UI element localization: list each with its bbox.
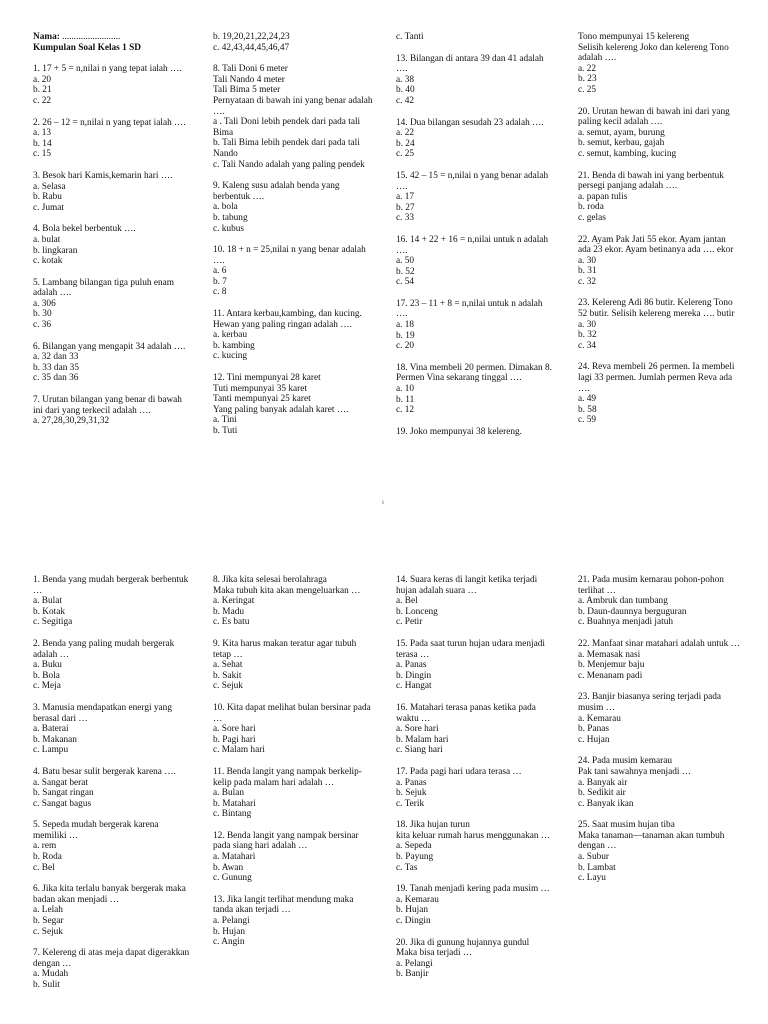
question-item <box>213 64 373 170</box>
worksheet-title: Kumpulan Soal Kelas 1 SD <box>33 42 141 53</box>
worksheet-header <box>33 32 193 53</box>
question-item <box>33 118 193 160</box>
question-stem: 9. Kita harus makan teratur agar tubuh tetap … <box>213 638 357 660</box>
answer-option: a . Tali Doni lebih pendek dari pada tali Bima <box>213 117 361 138</box>
question-stem: 15. 42 – 15 = n,nilai n yang benar adalah …. <box>396 170 549 192</box>
answer-option: a. 6 <box>213 266 227 277</box>
column-4 <box>578 575 740 895</box>
answer-option: b. Madu <box>213 606 244 617</box>
question-item <box>396 118 556 160</box>
answer-option: c. 25 <box>396 149 415 160</box>
question-stem: 17. 23 – 11 + 8 = n,nilai untuk n adalah …. <box>396 298 543 320</box>
question-stem: 20. Jika di gunung hujannya gundul Maka bisa terjadi … <box>396 937 530 959</box>
question-item <box>396 575 556 628</box>
answer-option: a. Lelah <box>33 905 63 916</box>
answer-option: b. 31 <box>578 266 597 277</box>
answer-option: a. Bulat <box>33 596 62 607</box>
question-stem: 8. Jika kita selesai berolahraga Maka tubuh kita akan mengeluarkan … <box>213 575 361 596</box>
answer-option: c. Bel <box>33 862 55 873</box>
answer-option: a. Sore hari <box>396 724 439 735</box>
column-2 <box>213 32 373 448</box>
answer-option: a. Sangat berat <box>33 777 88 788</box>
answer-option: a. Pelangi <box>396 958 433 969</box>
answer-option: c. kucing <box>213 351 248 362</box>
answer-option: c. Meja <box>33 681 61 692</box>
answer-option: a. Mudah <box>33 969 69 980</box>
answer-option: c. Angin <box>213 937 245 948</box>
column-4 <box>578 32 740 437</box>
answer-option: a. rem <box>33 841 57 852</box>
question-item <box>578 32 740 96</box>
answer-option: a. 10 <box>396 384 415 395</box>
question-item <box>396 235 556 288</box>
answer-option: b. Lonceng <box>396 606 438 617</box>
question-stem: 22. Manfaat sinar matahari adalah untuk … <box>578 638 740 649</box>
question-item <box>213 373 373 437</box>
answer-option: a. Ambruk dan tumbang <box>578 596 668 607</box>
answer-option: b. 11 <box>396 394 415 405</box>
answer-option: b. Tuti <box>213 426 238 436</box>
answer-option: a. 27,28,30,29,31,32 <box>33 416 110 427</box>
answer-option: b. Hujan <box>396 905 429 916</box>
question-item <box>578 692 740 745</box>
answer-option: c. Sangat bagus <box>33 798 92 809</box>
answer-option: b. Sakit <box>213 670 242 681</box>
question-stem: 23. Banjir biasanya sering terjadi pada musim … <box>578 692 722 713</box>
question-item <box>396 703 556 756</box>
answer-option: c. 42 <box>396 95 415 106</box>
answer-option: c. Petir <box>396 617 423 628</box>
question-list <box>396 575 556 980</box>
answer-option: a. Baterai <box>33 724 69 735</box>
answer-option: a. 22 <box>396 128 415 139</box>
question-item <box>396 54 556 107</box>
answer-option: a. Tini <box>213 415 237 426</box>
answer-option: b. Dingin <box>396 670 432 681</box>
question-stem: 14. Suara keras di langit ketika terjadi hujan adalah suara … <box>396 575 538 596</box>
answer-option: a. Kemarau <box>578 713 621 724</box>
answer-option: c. 22 <box>33 95 52 106</box>
answer-option: a. 50 <box>396 256 415 267</box>
question-stem: 13. Jika langit terlihat mendung maka tanda akan terjadi … <box>213 894 354 916</box>
answer-option: b. 32 <box>578 330 597 341</box>
question-item <box>396 171 556 224</box>
question-list <box>213 32 373 437</box>
answer-option: c. 32 <box>578 276 597 287</box>
question-item <box>33 278 193 331</box>
answer-option: b. tabung <box>213 212 248 223</box>
question-stem: 21. Benda di bawah ini yang berbentuk persegi panjang adalah …. <box>578 170 724 192</box>
question-stem: Tono mempunyai 15 kelereng Selisih kelereng Joko dan kelereng Tono adalah …. <box>578 32 729 64</box>
answer-option: a. kerbau <box>213 330 248 341</box>
answer-option: c. Gunung <box>213 873 252 884</box>
question-item <box>396 938 556 980</box>
question-stem: 9. Kaleng susu adalah benda yang berbentuk …. <box>213 181 340 202</box>
answer-option: b. Hujan <box>213 926 246 937</box>
question-stem: 5. Lambang bilangan tiga puluh enam adalah …. <box>33 277 174 299</box>
question-stem: 25. Saat musim hujan tiba Maka tanaman—tanaman akan tumbuh dengan … <box>578 820 725 852</box>
question-item <box>578 820 740 884</box>
question-item <box>396 767 556 809</box>
answer-option: b. Banjir <box>396 969 429 980</box>
answer-option: c. 8 <box>213 287 227 298</box>
question-item <box>578 235 740 288</box>
question-stem: 2. 26 – 12 = n,nilai n yang tepat ialah …. <box>33 117 186 128</box>
answer-option: b. Malam hari <box>396 734 449 745</box>
question-stem: 24. Reva membeli 26 permen. Ia membeli lagi 33 permen. Jumlah permen Reva ada …. <box>578 362 735 394</box>
answer-option: a. Keringat <box>213 596 255 607</box>
answer-option: b. lingkaran <box>33 245 78 256</box>
question-item <box>33 948 193 990</box>
question-item <box>213 575 373 628</box>
answer-option: c. gelas <box>578 212 606 223</box>
page-mark: ı <box>382 498 384 506</box>
question-item <box>578 107 740 160</box>
answer-option: c. Hujan <box>578 734 610 745</box>
answer-option: c. 12 <box>396 405 415 416</box>
question-stem: 18. Jika hujan turun kita keluar rumah harus menggunakan … <box>396 820 551 841</box>
answer-option: c. Sejuk <box>33 926 63 937</box>
answer-option: c. 25 <box>578 84 597 95</box>
answer-option: c. Menanam padi <box>578 670 643 681</box>
question-item <box>213 181 373 234</box>
answer-option: a. Selasa <box>33 181 66 192</box>
answer-option: a. 30 <box>578 319 597 330</box>
question-stem: 14. Dua bilangan sesudah 23 adalah …. <box>396 117 544 128</box>
answer-option: b. kambing <box>213 340 255 351</box>
question-item <box>396 363 556 416</box>
question-item <box>33 575 193 628</box>
question-stem: 11. Antara kerbau,kambing, dan kucing. Hewan yang paling ringan adalah …. <box>213 309 362 330</box>
answer-option: a. Buku <box>33 660 62 671</box>
answer-option: b. Awan <box>213 862 244 873</box>
question-stem: 22. Ayam Pak Jati 55 ekor. Ayam jantan ada 23 ekor. Ayam betinanya ada …. ekor <box>578 234 734 256</box>
name-line <box>33 32 193 43</box>
question-stem: 10. 18 + n = 25,nilai n yang benar adalah …. <box>213 245 366 266</box>
answer-option: b. 30 <box>33 309 52 320</box>
answer-option: a. 22 <box>578 63 597 74</box>
question-item <box>213 32 373 53</box>
answer-option: b. Bola <box>33 670 60 681</box>
answer-option: c. Banyak ikan <box>578 798 634 809</box>
question-stem: 3. Besok hari Kamis,kemarin hari …. <box>33 170 173 181</box>
answer-option: b. 14 <box>33 138 52 149</box>
question-item <box>578 298 740 351</box>
answer-option: c. 20 <box>396 341 415 352</box>
question-stem: 16. Matahari terasa panas ketika pada waktu … <box>396 702 536 724</box>
answer-option: a. semut, ayam, burung <box>578 127 665 138</box>
question-stem: 12. Benda langit yang nampak bersinar pada siang hari adalah … <box>213 830 359 852</box>
question-item <box>213 245 373 298</box>
answer-option: a. bulat <box>33 234 61 245</box>
answer-option: c. Tas <box>396 862 418 873</box>
question-item <box>396 884 556 926</box>
answer-option: a. Panas <box>396 777 427 788</box>
answer-option: a. 18 <box>396 320 415 331</box>
answer-option: a. Banyak air <box>578 777 628 788</box>
question-item <box>578 639 740 681</box>
answer-option: b. Panas <box>578 724 609 735</box>
answer-option: c. Malam hari <box>213 745 265 756</box>
question-item <box>33 342 193 384</box>
question-item <box>33 395 193 427</box>
question-stem: 1. Benda yang mudah bergerak berbentuk … <box>33 575 189 596</box>
answer-option: a. bola <box>213 202 238 213</box>
question-item <box>578 756 740 809</box>
answer-option: b. Sejuk <box>396 788 427 799</box>
question-item <box>33 224 193 266</box>
question-item <box>578 362 740 426</box>
question-list <box>213 575 373 948</box>
question-stem: 13. Bilangan di antara 39 dan 41 adalah …. <box>396 53 544 75</box>
answer-option: b. Segar <box>33 916 64 927</box>
answer-option: c. 42,43,44,45,46,47 <box>213 42 290 53</box>
question-stem: 7. Urutan bilangan yang benar di bawah ini dari yang terkecil adalah …. <box>33 395 182 416</box>
answer-option: a. Bulan <box>213 788 244 799</box>
name-blank: ......................... <box>59 32 121 42</box>
question-list <box>396 32 556 437</box>
answer-option: b. Matahari <box>213 798 256 809</box>
answer-option: b. 19 <box>396 330 415 341</box>
question-list <box>578 32 740 426</box>
answer-option: b. Roda <box>33 852 62 863</box>
column-1 <box>33 575 193 1002</box>
question-stem: 21. Pada musim kemarau pohon-pohon terlihat … <box>578 575 724 596</box>
answer-option: c. Buahnya menjadi jatuh <box>578 617 674 628</box>
answer-option: c. 33 <box>396 213 415 224</box>
column-3 <box>396 32 556 448</box>
answer-option: a. Subur <box>578 852 609 863</box>
question-item <box>213 639 373 692</box>
answer-option: b. Payung <box>396 852 434 863</box>
answer-option: b. 21 <box>33 85 52 96</box>
answer-option: b. 24 <box>396 138 415 149</box>
question-item <box>213 309 373 362</box>
question-stem: 15. Pada saat turun hujan udara menjadi terasa … <box>396 638 545 660</box>
answer-option: c. 35 dan 36 <box>33 373 79 384</box>
question-item <box>213 831 373 884</box>
answer-option: a. Sore hari <box>213 724 256 735</box>
answer-option: b. Makanan <box>33 734 77 745</box>
answer-option: a. Panas <box>396 660 427 671</box>
answer-option: b. 58 <box>578 404 597 415</box>
question-stem: 3. Manusia mendapatkan energi yang berasal dari … <box>33 702 172 724</box>
answer-option: c. Hangat <box>396 681 432 692</box>
question-stem: 18. Vina membeli 20 permen. Dimakan 8. Permen Vina sekarang tinggal …. <box>396 362 552 384</box>
answer-option: c. Layu <box>578 873 606 884</box>
question-item <box>213 703 373 756</box>
question-stem: 16. 14 + 22 + 16 = n,nilai untuk n adalah …. <box>396 234 549 256</box>
answer-option: b. Sangat ringan <box>33 788 94 799</box>
answer-option: c. 59 <box>578 415 597 426</box>
answer-option: a. Pelangi <box>213 916 250 927</box>
answer-option: c. kubus <box>213 223 244 234</box>
answer-option: b. Kotak <box>33 606 66 617</box>
question-item <box>213 767 373 820</box>
question-list <box>33 64 193 427</box>
question-item <box>33 703 193 756</box>
question-stem: 24. Pada musim kemarau Pak tani sawahnya menjadi … <box>578 756 692 777</box>
question-stem: 7. Kelereng di atas meja dapat digerakkan dengan … <box>33 948 190 969</box>
answer-option: b. 40 <box>396 85 415 96</box>
question-stem: 4. Bola bekel berbentuk …. <box>33 224 136 235</box>
answer-option: b. Rabu <box>33 192 62 203</box>
answer-option: a. 32 dan 33 <box>33 352 79 363</box>
answer-option: a. Kemarau <box>396 894 439 905</box>
question-item <box>578 575 740 628</box>
answer-option: a. 13 <box>33 128 52 139</box>
answer-option: c. Siang hari <box>396 745 443 756</box>
column-1 <box>33 32 193 438</box>
question-item <box>396 820 556 873</box>
answer-option: b. Sedikit air <box>578 788 626 799</box>
worksheet-page-1 <box>0 32 768 502</box>
answer-option: a. Sehat <box>213 660 243 671</box>
question-stem: 11. Benda langit yang nampak berkelip-kelip pada malam hari adalah … <box>213 766 362 788</box>
answer-option: c. semut, kambing, kucing <box>578 148 677 159</box>
answer-option: a. Bel <box>396 596 418 607</box>
answer-option: b. 19,20,21,22,24,23 <box>213 32 290 42</box>
question-stem: 17. Pada pagi hari udara terasa … <box>396 766 522 777</box>
question-stem: 6. Jika kita terlalu banyak bergerak maka badan akan menjadi … <box>33 884 186 905</box>
answer-option: b. 27 <box>396 202 415 213</box>
answer-option: c. 36 <box>33 320 52 331</box>
question-item <box>396 427 556 438</box>
answer-option: b. Pagi hari <box>213 734 256 745</box>
answer-option: a. Sepeda <box>396 841 432 852</box>
answer-option: b. 33 dan 35 <box>33 362 79 373</box>
answer-option: c. Tanti <box>396 32 424 42</box>
answer-option: c. Jumat <box>33 202 64 213</box>
answer-option: b. Lambat <box>578 862 616 873</box>
answer-option: c. Terik <box>396 798 425 809</box>
answer-option: a. 38 <box>396 74 415 85</box>
answer-option: c. 15 <box>33 149 52 160</box>
question-stem: 2. Benda yang paling mudah bergerak adalah … <box>33 638 175 660</box>
answer-option: b. Tali Bima lebih pendek dari pada tali Nando <box>213 138 360 159</box>
answer-option: b. Sulit <box>33 980 60 990</box>
question-stem: 12. Tini mempunyai 28 karet Tuti mempunyai 35 karet Tanti mempunyai 25 karet Yang paling banyak adalah karet …. <box>213 373 349 415</box>
question-item <box>33 884 193 937</box>
question-item <box>33 820 193 873</box>
question-item <box>396 32 556 43</box>
answer-option: b. 23 <box>578 74 597 85</box>
question-stem: 8. Tali Doni 6 meter Tali Nando 4 meter Tali Bima 5 meter Pernyataan di bawah ini yang benar adalah …. <box>213 64 373 117</box>
question-stem: 10. Kita dapat melihat bulan bersinar pada … <box>213 702 371 724</box>
question-item <box>396 639 556 692</box>
answer-option: b. semut, kerbau, gajah <box>578 138 665 149</box>
question-list <box>578 575 740 884</box>
question-item <box>33 64 193 106</box>
answer-option: c. Es batu <box>213 617 250 628</box>
answer-option: b. roda <box>578 202 604 213</box>
answer-option: c. Segitiga <box>33 617 73 628</box>
question-item <box>33 171 193 213</box>
question-stem: 19. Tanah menjadi kering pada musim … <box>396 884 550 895</box>
answer-option: a. 20 <box>33 74 52 85</box>
answer-option: b. 52 <box>396 266 415 277</box>
answer-option: a. Memasak nasi <box>578 649 641 660</box>
question-item <box>33 639 193 692</box>
answer-option: a. 306 <box>33 298 56 309</box>
answer-option: c. Sejuk <box>213 681 243 692</box>
answer-option: b. Daun-daunnya berguguran <box>578 606 687 617</box>
column-2 <box>213 575 373 959</box>
answer-option: a. papan tulis <box>578 191 628 202</box>
answer-option: c. Tali Nando adalah yang paling pendek <box>213 159 365 170</box>
question-item <box>396 299 556 352</box>
column-3 <box>396 575 556 991</box>
question-stem: 19. Joko mempunyai 38 kelereng. <box>396 426 522 437</box>
question-stem: 1. 17 + 5 = n,nilai n yang tepat ialah …. <box>33 64 182 75</box>
question-stem: 5. Sepeda mudah bergerak karena memiliki … <box>33 820 159 841</box>
question-stem: 4. Batu besar sulit bergerak karena …. <box>33 766 176 777</box>
question-list <box>33 575 193 991</box>
question-item <box>213 895 373 948</box>
question-stem: 20. Urutan hewan di bawah ini dari yang paling kecil adalah …. <box>578 106 730 128</box>
answer-option: b. 7 <box>213 276 227 287</box>
answer-option: a. 49 <box>578 394 597 405</box>
question-stem: 23. Kelereng Adi 86 butir. Kelereng Tono 52 butir. Selisih kelereng mereka …. butir <box>578 298 735 320</box>
answer-option: a. 17 <box>396 192 415 203</box>
answer-option: a. Matahari <box>213 852 256 863</box>
answer-option: c. kotak <box>33 256 63 267</box>
answer-option: a. 30 <box>578 255 597 266</box>
answer-option: c. Bintang <box>213 809 252 820</box>
worksheet-page-2 <box>0 575 768 1024</box>
question-item <box>33 767 193 809</box>
question-stem: 6. Bilangan yang mengapit 34 adalah …. <box>33 341 186 352</box>
question-item <box>578 171 740 224</box>
answer-option: b. Menjemur baju <box>578 660 645 671</box>
name-label: Nama: <box>33 32 60 42</box>
answer-option: c. Lampu <box>33 745 69 756</box>
answer-option: c. 54 <box>396 277 415 288</box>
answer-option: c. 34 <box>578 340 597 351</box>
answer-option: c. Dingin <box>396 916 431 927</box>
